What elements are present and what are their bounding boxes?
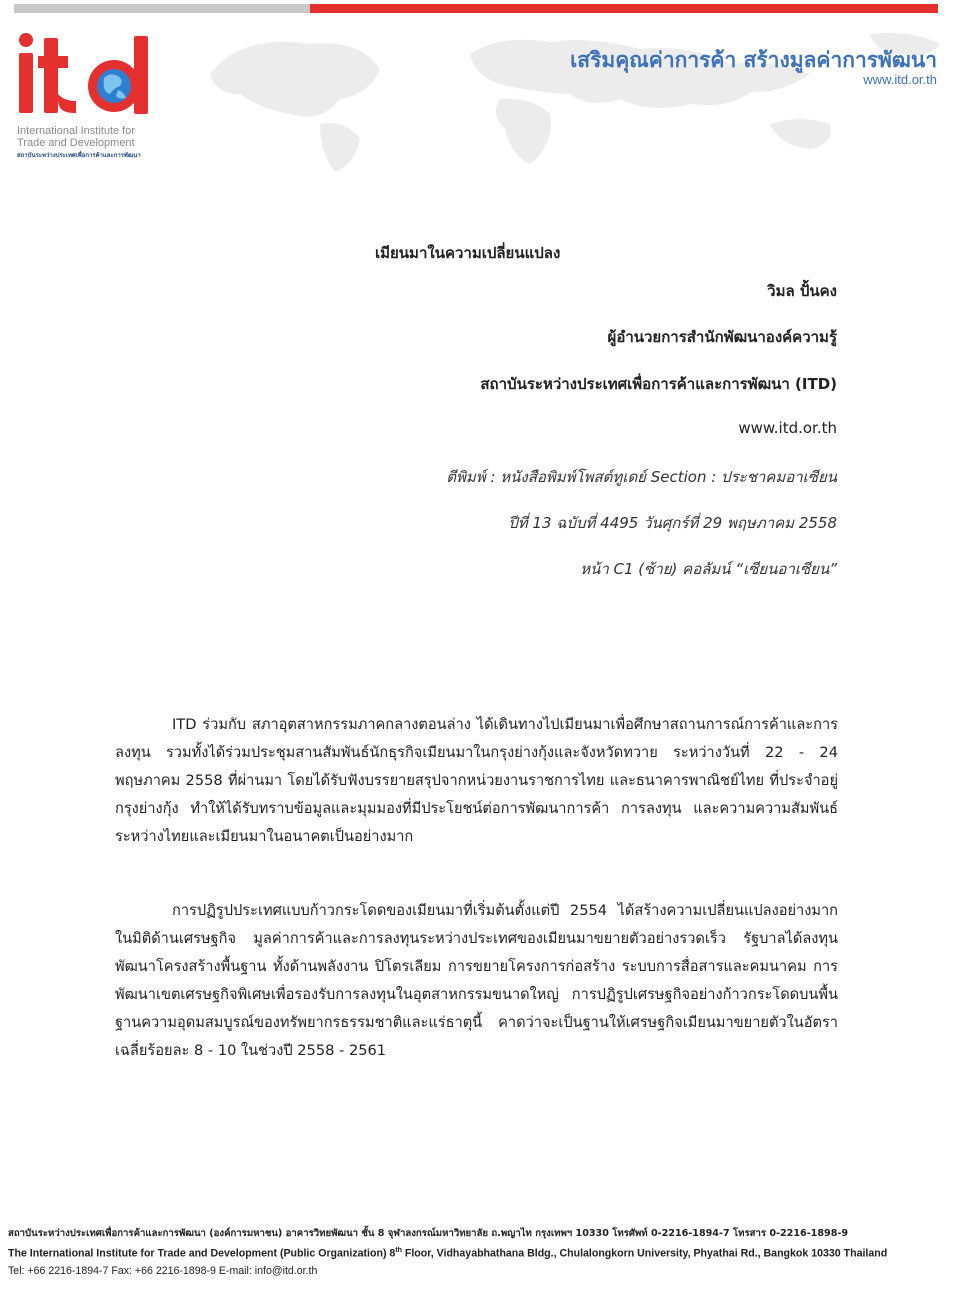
header-url[interactable]: www.itd.or.th (863, 72, 937, 87)
header-bar-grey (14, 4, 310, 13)
itd-logo-mark (14, 28, 174, 124)
footer-contact: Tel: +66 2216-1894-7 Fax: +66 2216-1898-9 E-mail: info@itd.or.th (8, 1264, 318, 1277)
author-position: ผู้อำนวยการสำนักพัฒนาองค์ความรู้ (607, 328, 837, 346)
footer-thai-address: สถาบันระหว่างประเทศเพื่อการค้าและการพัฒนา (องค์การมหาชน) อาคารวิทยพัฒนา ชั้น 8 จุฬาลงกรณ์มหาวิทยาลัย ถ.พญาไท กรุงเทพฯ 10330 โทรศัพท์ 0-2216-1894-7 โทรสาร 0-2216-1898-9 (8, 1228, 849, 1239)
organization-name: สถาบันระหว่างประเทศเพื่อการค้าและการพัฒนา (ITD) (480, 375, 837, 393)
author-name: วิมล ปั้นคง (767, 282, 837, 300)
article-title: เมียนมาในความเปลี่ยนแปลง (375, 244, 561, 262)
world-map-watermark (170, 14, 950, 174)
logo-english-name (17, 125, 135, 149)
publication-line-1: ตีพิมพ์ : หนังสือพิมพ์โพสต์ทูเดย์ Section : ประชาคมอาเซียน (446, 468, 837, 486)
header-slogan: เสริมคุณค่าการค้า สร้างมูลค่าการพัฒนา (570, 48, 937, 72)
footer-english-address-part2: Floor, Vidhayabhathana Bldg., Chulalongkorn University, Phyathai Rd., Bangkok 10330 Thailand (401, 1247, 888, 1260)
itd-logo (14, 28, 174, 160)
header-bar-red (310, 4, 938, 13)
body-paragraph-2: การปฏิรูปประเทศแบบก้าวกระโดดของเมียนมาที่เริ่มต้นตั้งแต่ปี 2554 ได้สร้างความเปลี่ยนแปลงอย่างมาก ในมิติด้านเศรษฐกิจ มูลค่าการค้าและการลงทุนระหว่างประเทศของเมียนมาขยายตัวอย่างรวดเร็ว รัฐบาลได้ลงทุนพัฒนาโครงสร้างพื้นฐาน ทั้งด้านพลังงาน ปิโตรเลียม การขยายโครงการก่อสร้าง ระบบการสื่อสารและคมนาคม การพัฒนาเขตเศรษฐกิจพิเศษเพื่อรองรับการลงทุนในอุตสาหกรรมขนาดใหญ่ การปฏิรูปเศรษฐกิจอย่างก้าวกระโดดบนพื้นฐานความอุดมสมบูรณ์ของทรัพยากรธรรมชาติและแร่ธาตุนี้ คาดว่าจะเป็นฐานให้เศรษฐกิจเมียนมาขยายตัวในอัตราเฉลี่ยร้อยละ 8 - 10 ในช่วงปี 2558 - 2561 (115, 902, 838, 1059)
page-footer (8, 1225, 887, 1280)
body-paragraph-1: ITD ร่วมกับ สภาอุตสาหกรรมภาคกลางตอนล่าง ได้เดินทางไปเมียนมาเพื่อศึกษาสถานการณ์การค้าและการลงทุน รวมทั้งได้ร่วมประชุมสานสัมพันธ์นักธุรกิจเมียนมาในกรุงย่างกุ้งและจังหวัดทวาย ระหว่างวันที่ 22 - 24 พฤษภาคม 2558 ที่ผ่านมา โดยได้รับฟังบรรยายสรุปจากหน่วยงานราชการไทย และธนาคารพาณิชย์ไทย ที่ประจำอยู่กรุงย่างกุ้ง ทำให้ได้รับทราบข้อมูลและมุมมองที่มีประโยชน์ต่อการพัฒนาการค้า การลงทุน และความความสัมพันธ์ระหว่างไทยและเมียนมาในอนาคตเป็นอย่างมาก (115, 716, 838, 845)
publication-line-2: ปีที่ 13 ฉบับที่ 4495 วันศุกร์ที่ 29 พฤษภาคม 2558 (508, 514, 837, 532)
article-website[interactable]: www.itd.or.th (738, 419, 837, 437)
logo-english-line2: Trade and Development (17, 137, 135, 149)
logo-thai-name: สถาบันระหว่างประเทศเพื่อการค้าและการพัฒนา (17, 152, 141, 159)
publication-line-3: หน้า C1 (ซ้าย) คอลัมน์ “เซียนอาเซียน” (580, 560, 837, 578)
footer-english-address-part1: The International Institute for Trade and Development (Public Organization) 8 (8, 1247, 396, 1260)
footer-english-address-sup: th (395, 1247, 402, 1254)
footer-english-address (8, 1242, 887, 1263)
logo-english-line1: International Institute for (17, 125, 136, 137)
